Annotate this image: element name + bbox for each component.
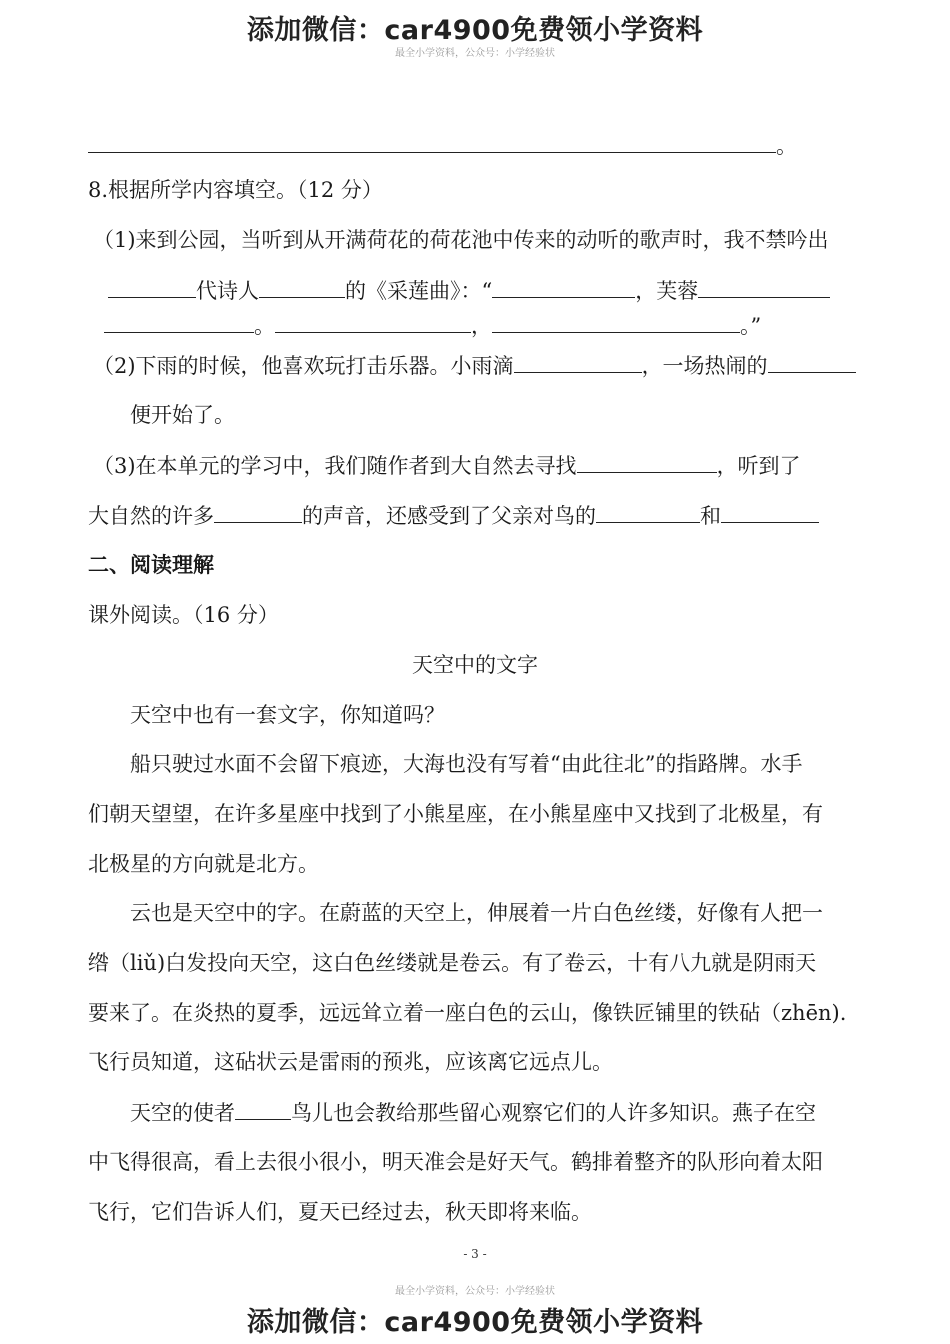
faint-header-text: 最全小学资料，公众号：小学经验状 xyxy=(395,48,555,59)
q8-p3-text-d: 的声音，还感受到了父亲对鸟的 xyxy=(302,504,596,528)
passage-title: 天空中的文字 xyxy=(412,653,538,677)
q8-p3-text-e: 和 xyxy=(700,504,721,528)
answer-line-end: 。 xyxy=(776,134,797,158)
poet-blank[interactable] xyxy=(259,275,345,298)
watermark-banner-bottom: 添加微信：car4900免费领小学资料 xyxy=(246,1307,704,1338)
q8-p2-text-b: ，一场热闹的 xyxy=(641,354,768,378)
answer-blank[interactable] xyxy=(88,130,776,153)
q8-p3-text-a: （3)在本单元的学习中，我们随作者到大自然去寻找 xyxy=(93,454,577,478)
q8-p1-text-c: 的《采莲曲》：“ xyxy=(345,279,493,303)
passage-line: 飞行员知道，这砧状云是雷雨的预兆，应该离它远点儿。 xyxy=(88,1050,613,1074)
q8-p1-line3 xyxy=(104,310,761,341)
q8-p1-text-e: 。 xyxy=(254,314,275,338)
feeling2-blank[interactable] xyxy=(721,500,819,523)
passage-text-b: 鸟儿也会教给那些留心观察它们的人许多知识。燕子在空 xyxy=(291,1101,816,1125)
feeling1-blank[interactable] xyxy=(596,500,700,523)
page-number: - 3 - xyxy=(463,1247,487,1261)
section2-heading: 二、阅读理解 xyxy=(88,553,214,577)
passage-text-a: 天空的使者 xyxy=(130,1101,235,1125)
q8-p3-text-b: ，听到了 xyxy=(716,454,801,478)
poem-line1-blank[interactable] xyxy=(492,275,635,298)
q8-p1-text-f: ， xyxy=(471,314,492,338)
q8-p1-line2 xyxy=(108,275,830,306)
q8-p1-text-g: 。” xyxy=(740,314,762,338)
dynasty-blank[interactable] xyxy=(108,275,196,298)
sounds-blank[interactable] xyxy=(214,500,302,523)
section2-intro: 课外阅读。（16 分） xyxy=(88,603,279,627)
q8-p2-text-a: （2)下雨的时候，他喜欢玩打击乐器。小雨滴 xyxy=(93,354,514,378)
passage-line: 绺（liǔ)白发投向天空，这白色丝缕就是卷云。有了卷云，十有八九就是阴雨天 xyxy=(88,951,817,975)
q8-p1-text-b: 代诗人 xyxy=(196,279,259,303)
passage-line: 中飞得很高，看上去很小很小，明天准会是好天气。鹤排着整齐的队形向着太阳 xyxy=(88,1150,823,1174)
search-blank[interactable] xyxy=(577,450,717,473)
poem-line4-blank[interactable] xyxy=(492,310,740,333)
q8-p3-line2 xyxy=(88,500,819,531)
passage-line: 飞行，它们告诉人们，夏天已经过去，秋天即将来临。 xyxy=(88,1200,592,1224)
q8-p3-text-c: 大自然的许多 xyxy=(88,504,214,528)
q8-p3-line1 xyxy=(93,450,801,481)
q8-p2-line1 xyxy=(93,350,856,381)
passage-line: 天空中也有一套文字，你知道吗？ xyxy=(130,703,445,727)
poem-line3-blank[interactable] xyxy=(275,310,471,333)
passage-line: 要来了。在炎热的夏季，远远耸立着一座白色的云山，像铁匠铺里的铁砧（zhēn). xyxy=(88,1001,847,1025)
punctuation-blank[interactable] xyxy=(235,1097,291,1120)
q8-p1-text-d: ，芙蓉 xyxy=(635,279,699,303)
passage-line: 们朝天望望，在许多星座中找到了小熊星座，在小熊星座中又找到了北极星，有 xyxy=(88,802,823,826)
q8-p1-line1: （1)来到公园，当听到从开满荷花的荷花池中传来的动听的歌声时，我不禁吟出 xyxy=(93,228,829,252)
concert-blank[interactable] xyxy=(768,350,856,373)
raindrop-blank[interactable] xyxy=(514,350,642,373)
poem-line2-blank[interactable] xyxy=(698,275,830,298)
watermark-banner-top: 添加微信：car4900免费领小学资料 xyxy=(246,15,704,46)
q8-title: 8.根据所学内容填空。（12 分） xyxy=(88,178,383,202)
passage-line: 北极星的方向就是北方。 xyxy=(88,852,319,876)
passage-line: 船只驶过水面不会留下痕迹，大海也没有写着“由此往北”的指路牌。水手 xyxy=(130,752,803,776)
answer-line xyxy=(88,130,797,161)
faint-footer-text: 最全小学资料，公众号：小学经验状 xyxy=(395,1286,555,1297)
q8-p2-line2: 便开始了。 xyxy=(130,403,235,427)
passage-last-para-line1 xyxy=(130,1097,816,1128)
poem-line2-cont-blank[interactable] xyxy=(104,310,254,333)
passage-line: 云也是天空中的字。在蔚蓝的天空上，伸展着一片白色丝缕，好像有人把一 xyxy=(130,901,823,925)
